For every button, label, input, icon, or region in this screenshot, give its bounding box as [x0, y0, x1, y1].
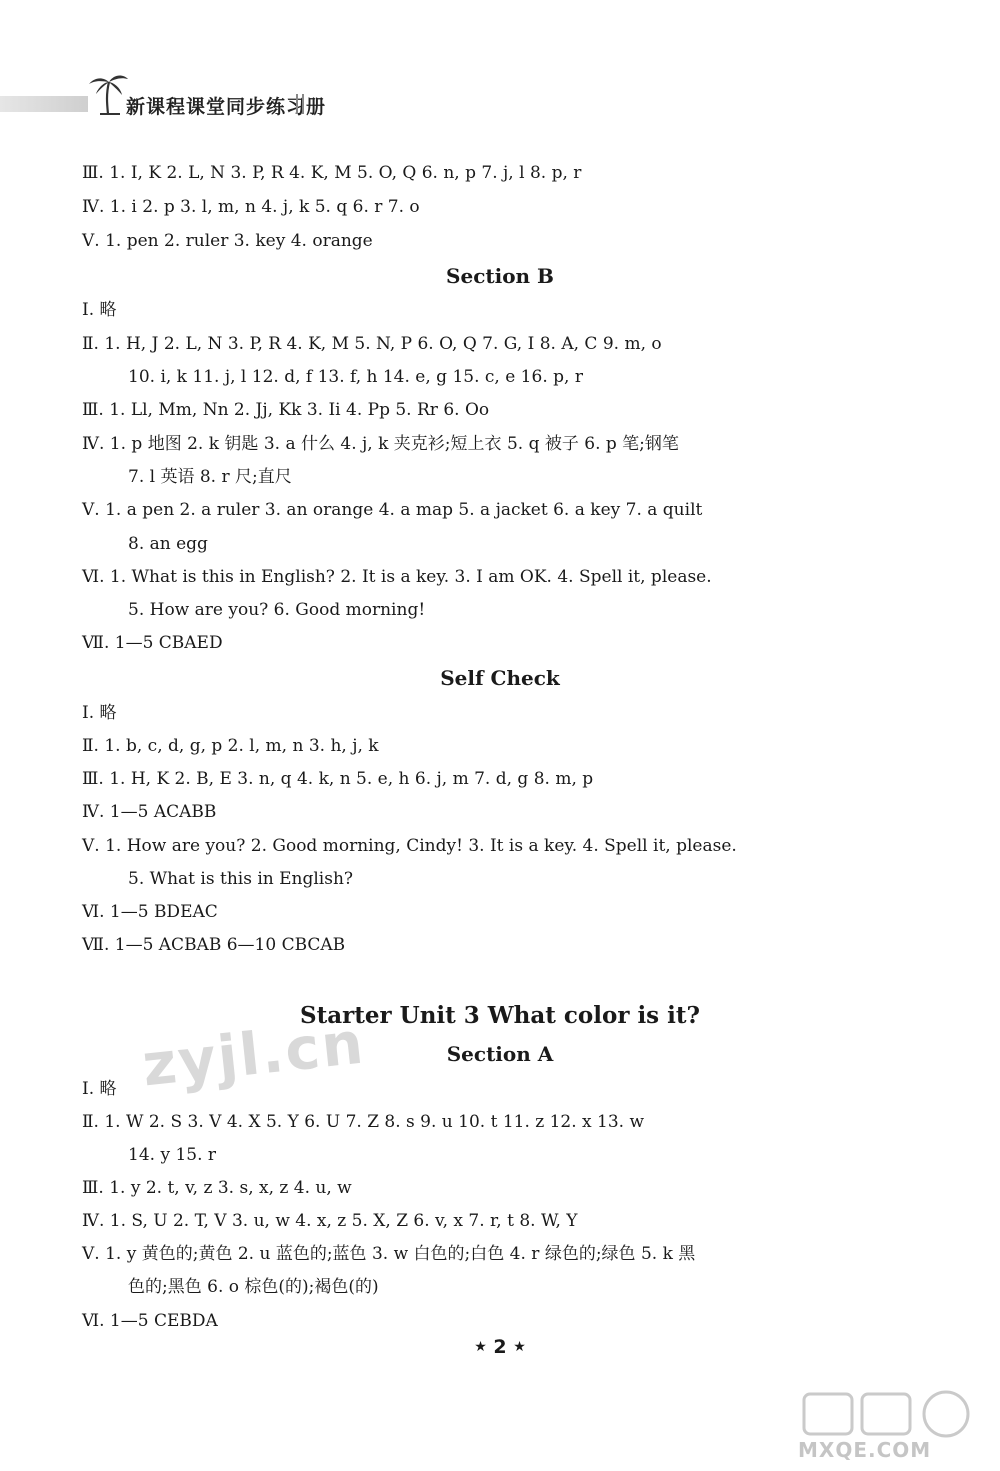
- header-band: [0, 96, 88, 112]
- answer-line: Ⅲ. 1. H, K 2. B, E 3. n, q 4. k, n 5. e, h 6. j, m 7. d, g 8. m, p: [82, 769, 594, 789]
- answer-line: Ⅳ. 1. p 地图 2. k 钥匙 3. a 什么 4. j, k 夹克衫;短上衣 5. q 被子 6. p 笔;钢笔: [82, 434, 679, 454]
- page-footer: [0, 1336, 1000, 1358]
- answer-line: Ⅵ. 1—5 BDEAC: [82, 902, 218, 922]
- header: [0, 70, 1000, 130]
- answer-line: Ⅱ. 1. b, c, d, g, p 2. l, m, n 3. h, j, k: [82, 736, 379, 756]
- watermark: zyjl.cn: [139, 1008, 368, 1100]
- self-check-heading: Self Check: [440, 666, 560, 690]
- answer-line: Ⅳ. 1—5 ACABB: [82, 802, 217, 822]
- answer-line: Ⅰ. 略: [82, 703, 117, 723]
- answer-line: Ⅴ. 1. a pen 2. a ruler 3. an orange 4. a map 5. a jacket 6. a key 7. a quilt: [82, 500, 703, 520]
- star-icon: ★: [513, 1339, 526, 1355]
- answer-line: Ⅴ. 1. y 黄色的;黄色 2. u 蓝色的;蓝色 3. w 白色的;白色 4. r 绿色的;绿色 5. k 黑: [82, 1244, 696, 1264]
- answer-line: Ⅲ. 1. I, K 2. L, N 3. P, R 4. K, M 5. O, Q 6. n, p 7. j, l 8. p, r: [82, 163, 582, 183]
- answer-line: 8. an egg: [128, 534, 208, 554]
- answer-line: 5. What is this in English?: [128, 869, 354, 889]
- answer-line: Ⅴ. 1. How are you? 2. Good morning, Cindy! 3. It is a key. 4. Spell it, please.: [82, 836, 737, 856]
- answer-line: Ⅵ. 1. What is this in English? 2. It is a key. 3. I am OK. 4. Spell it, please.: [82, 567, 712, 587]
- header-bars: [296, 94, 318, 114]
- answer-line: Ⅶ. 1—5 CBAED: [82, 633, 223, 653]
- star-icon: ★: [474, 1339, 487, 1355]
- answer-line: Ⅳ. 1. S, U 2. T, V 3. u, w 4. x, z 5. X, Z 6. v, x 7. r, t 8. W, Y: [82, 1211, 578, 1231]
- answer-line: 5. How are you? 6. Good morning!: [128, 600, 426, 620]
- answer-line: Ⅲ. 1. Ll, Mm, Nn 2. Jj, Kk 3. Ii 4. Pp 5. Rr 6. Oo: [82, 400, 490, 420]
- answer-line: Ⅴ. 1. pen 2. ruler 3. key 4. orange: [82, 231, 373, 251]
- answer-line: Ⅰ. 略: [82, 300, 117, 320]
- answer-line: 14. y 15. r: [128, 1145, 217, 1165]
- page-number: 2: [493, 1336, 507, 1358]
- answer-line: Ⅳ. 1. i 2. p 3. l, m, n 4. j, k 5. q 6. r 7. o: [82, 197, 420, 217]
- answer-line: Ⅵ. 1—5 CEBDA: [82, 1311, 218, 1331]
- answer-line: Ⅰ. 略: [82, 1079, 117, 1099]
- header-title: 新课程课堂同步练习册: [126, 96, 327, 118]
- palm-tree-icon: [86, 70, 130, 116]
- section-a-heading: Section A: [446, 1042, 554, 1066]
- section-b-heading: Section B: [446, 264, 554, 288]
- answer-line: Ⅲ. 1. y 2. t, v, z 3. s, x, z 4. u, w: [82, 1178, 352, 1198]
- logo-text: MXQE.COM: [798, 1438, 932, 1462]
- answer-line: Ⅱ. 1. W 2. S 3. V 4. X 5. Y 6. U 7. Z 8. s 9. u 10. t 11. z 12. x 13. w: [82, 1112, 645, 1132]
- answer-line: 10. i, k 11. j, l 12. d, f 13. f, h 14. e, g 15. c, e 16. p, r: [128, 367, 583, 387]
- answer-line: Ⅱ. 1. H, J 2. L, N 3. P, R 4. K, M 5. N, P 6. O, Q 7. G, I 8. A, C 9. m, o: [82, 334, 662, 354]
- answer-line: Ⅶ. 1—5 ACBAB 6—10 CBCAB: [82, 935, 346, 955]
- answer-line: 7. l 英语 8. r 尺;直尺: [128, 467, 292, 487]
- unit-heading: Starter Unit 3 What color is it?: [300, 1002, 700, 1029]
- answer-line: 色的;黑色 6. o 棕色(的);褐色(的): [128, 1277, 379, 1297]
